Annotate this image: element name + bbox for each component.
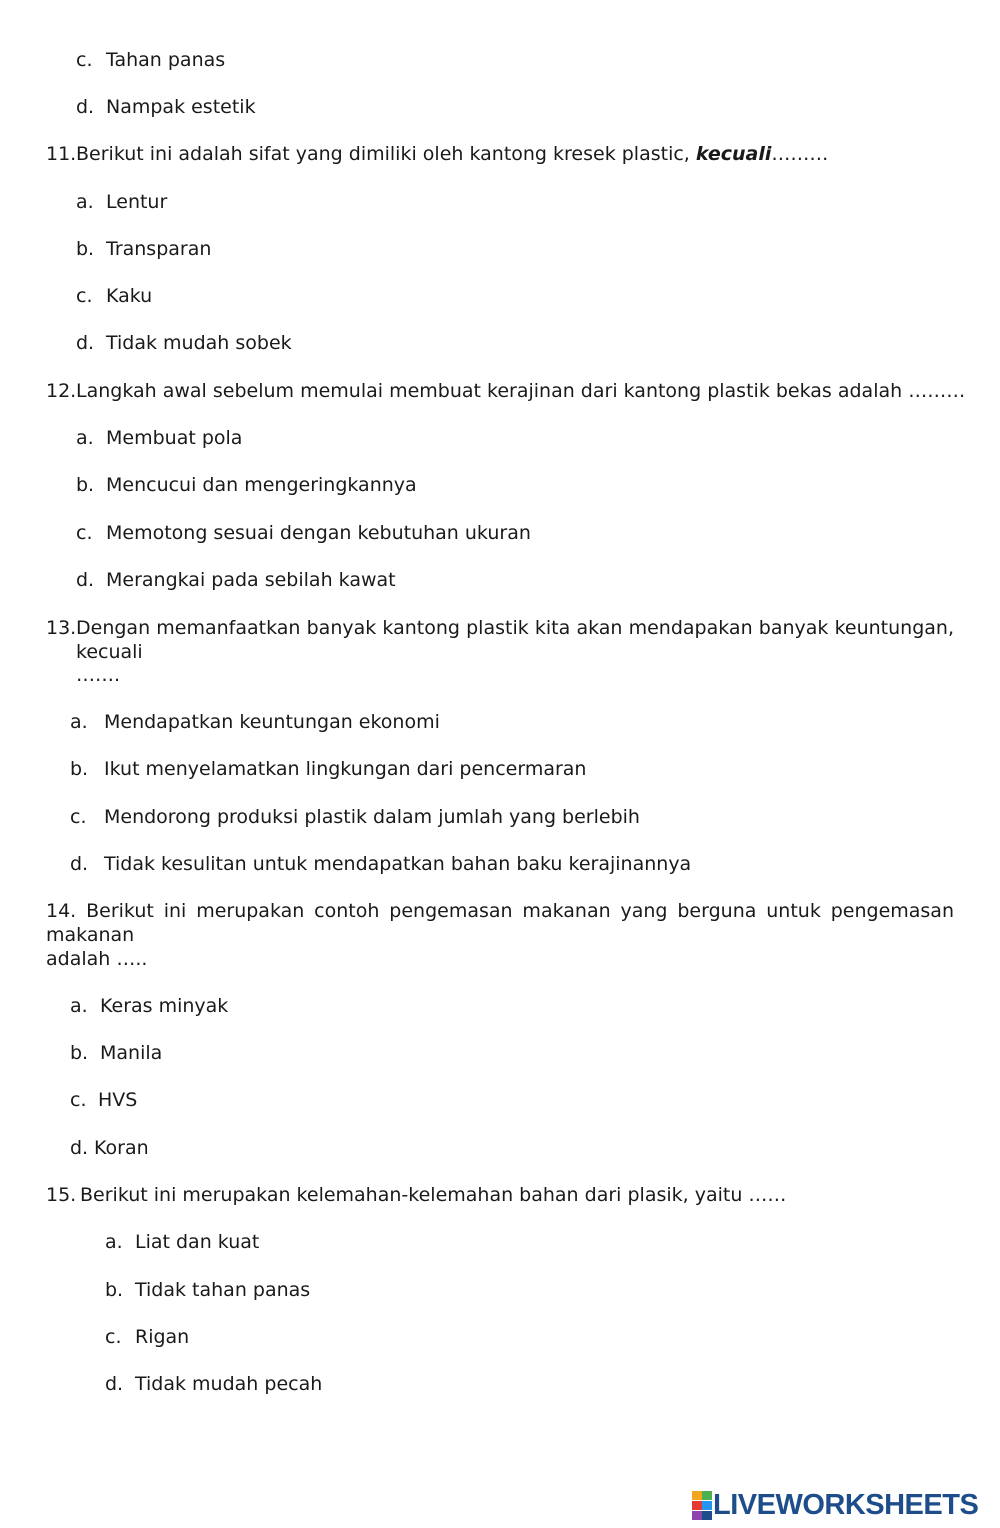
option-text: Kaku — [106, 285, 153, 307]
option-label: a. — [76, 427, 94, 449]
option-14b — [70, 1041, 162, 1065]
liveworksheets-logo-mark-icon — [692, 1491, 712, 1519]
option-15c — [105, 1325, 189, 1349]
option-text: Transparan — [106, 238, 212, 260]
option-text: Koran — [94, 1137, 149, 1159]
option-text: Lentur — [106, 191, 168, 213]
option-15d — [105, 1372, 322, 1396]
option-label: c. — [70, 1089, 87, 1111]
option-12a — [76, 426, 242, 450]
option-label: b. — [76, 474, 95, 496]
question-text: Langkah awal sebelum memulai membuat kerajinan dari kantong plastik bekas adalah ……… — [76, 380, 966, 402]
option-text: Tidak tahan panas — [135, 1279, 311, 1301]
option-13a — [70, 710, 440, 734]
option-text: HVS — [98, 1089, 138, 1111]
logo-mark-block — [702, 1511, 712, 1520]
option-13b — [70, 757, 586, 781]
option-label: d. — [70, 853, 89, 875]
option-10d — [76, 95, 256, 119]
option-text: Mendorong produksi plastik dalam jumlah yang berlebih — [104, 806, 640, 828]
logo-wordmark: LIVEWORKSHEETS — [713, 1488, 979, 1521]
option-11b — [76, 237, 211, 261]
option-label: c. — [76, 285, 93, 307]
option-label: c. — [70, 806, 87, 828]
option-label: d. — [105, 1373, 124, 1395]
question-number: 11. — [46, 143, 77, 165]
option-13d — [70, 852, 691, 876]
question-number: 12. — [46, 380, 77, 402]
logo-mark-block — [702, 1491, 712, 1500]
option-label: a. — [70, 995, 88, 1017]
option-text: Manila — [100, 1042, 163, 1064]
option-text: Membuat pola — [106, 427, 243, 449]
option-text: Merangkai pada sebilah kawat — [106, 569, 396, 591]
question-text: Berikut ini merupakan contoh pengemasan makanan yang berguna untuk pengemasan makanan — [46, 900, 954, 946]
question-number: 15. — [46, 1184, 77, 1206]
option-11d — [76, 331, 292, 355]
option-14a — [70, 994, 228, 1018]
option-text: Keras minyak — [100, 995, 229, 1017]
option-text: Tidak kesulitan untuk mendapatkan bahan baku kerajinannya — [104, 853, 692, 875]
question-number: 14. — [46, 900, 77, 922]
question-15 — [46, 1183, 786, 1207]
question-11 — [46, 142, 828, 166]
question-emphasis: kecuali — [695, 143, 772, 165]
question-blank: ……… — [771, 143, 829, 165]
option-11a — [76, 190, 167, 214]
question-14-continuation: adalah ….. — [46, 948, 148, 970]
option-text: Tahan panas — [106, 49, 226, 71]
logo-mark-block — [692, 1501, 702, 1510]
option-label: a. — [105, 1231, 123, 1253]
option-10c — [76, 48, 225, 72]
logo-mark-block — [692, 1511, 702, 1520]
option-12c — [76, 521, 531, 545]
question-13-number: 13. — [46, 617, 77, 639]
option-label: d. — [76, 332, 95, 354]
question-text: Berikut ini adalah sifat yang dimiliki oleh kantong kresek plastic, — [76, 143, 696, 165]
question-13-text: Dengan memanfaatkan banyak kantong plastik kita akan mendapakan banyak keuntungan, kecuali — [76, 617, 954, 663]
option-label: b. — [70, 1042, 89, 1064]
option-text: Tidak mudah sobek — [106, 332, 292, 354]
option-12d — [76, 568, 396, 592]
option-text: Nampak estetik — [106, 96, 256, 118]
option-label: d. — [76, 569, 95, 591]
option-text: Liat dan kuat — [135, 1231, 260, 1253]
option-label: d. — [76, 96, 95, 118]
option-12b — [76, 473, 417, 497]
option-label: c. — [105, 1326, 122, 1348]
option-13c — [70, 805, 640, 829]
option-text: Ikut menyelamatkan lingkungan dari pencermaran — [104, 758, 587, 780]
option-label: b. — [105, 1279, 124, 1301]
option-text: Mendapatkan keuntungan ekonomi — [104, 711, 440, 733]
option-15b — [105, 1278, 310, 1302]
question-12 — [46, 379, 965, 403]
question-13-blank: ……. — [76, 664, 121, 686]
logo-mark-block — [702, 1501, 712, 1510]
option-label: d. — [70, 1137, 89, 1159]
logo-mark-block — [692, 1491, 702, 1500]
option-label: c. — [76, 49, 93, 71]
option-15a — [105, 1230, 259, 1254]
option-text: Mencucui dan mengeringkannya — [106, 474, 417, 496]
option-text: Tidak mudah pecah — [135, 1373, 323, 1395]
option-label: a. — [76, 191, 94, 213]
option-text: Rigan — [135, 1326, 190, 1348]
option-label: b. — [76, 238, 95, 260]
option-14d — [70, 1136, 149, 1160]
option-label: c. — [76, 522, 93, 544]
option-11c — [76, 284, 152, 308]
option-label: b. — [70, 758, 89, 780]
question-text: Berikut ini merupakan kelemahan-kelemahan bahan dari plasik, yaitu …… — [80, 1184, 787, 1206]
question-14 — [46, 899, 954, 947]
option-14c — [70, 1088, 137, 1112]
option-text: Memotong sesuai dengan kebutuhan ukuran — [106, 522, 531, 544]
liveworksheets-logo[interactable] — [692, 1488, 978, 1522]
option-label: a. — [70, 711, 88, 733]
